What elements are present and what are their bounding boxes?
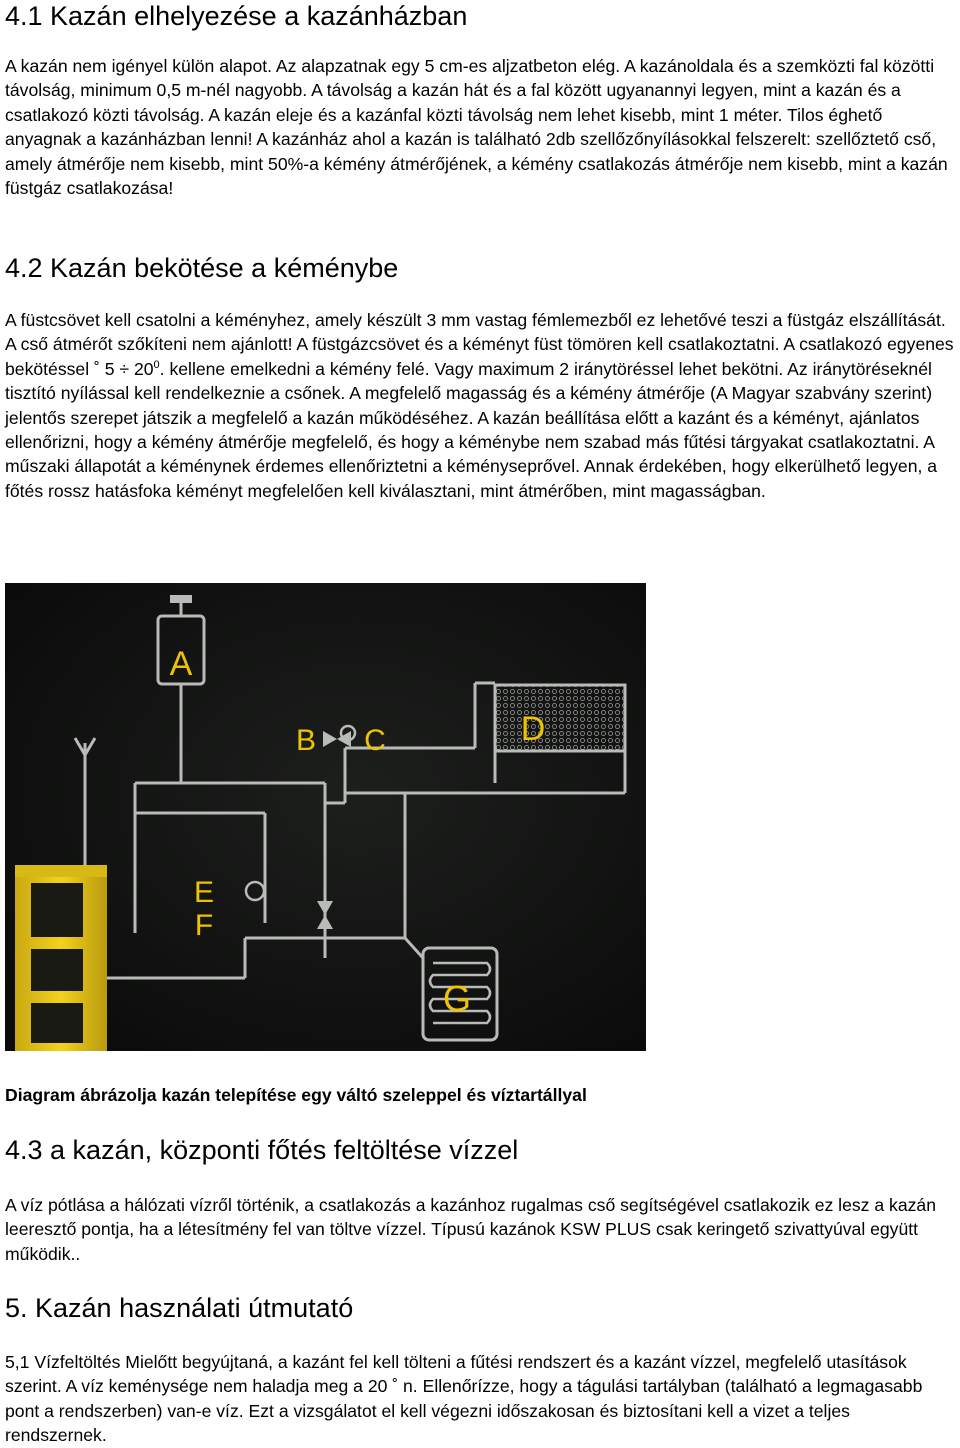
label-e: E bbox=[193, 876, 215, 909]
label-a: A bbox=[169, 645, 193, 683]
diagram-drawing bbox=[5, 583, 646, 1051]
section-title-4-1: 4.1 Kazán elhelyezése a kazánházban bbox=[5, 1, 468, 31]
section-body-4-2 bbox=[5, 308, 955, 503]
section-title-4-2: 4.2 Kazán bekötése a kéménybe bbox=[5, 253, 399, 283]
section-body-4-3: A víz pótlása a hálózati vízről történik, a csatlakozás a kazánhoz rugalmas cső segítségével csatlakozik ez lesz a kazán leeresztő pontja, ha a létesítmény fel van töltve vízzel. Típusú kazánok KSW PLUS csak keringető szivattyúval együtt működik.. bbox=[5, 1195, 936, 1264]
label-b: B bbox=[295, 724, 317, 757]
section-body-4-2-part2: . kellene emelkedni a kémény felé. Vagy maximum 2 iránytöréssel lehet bekötni. Az iránytöréseknél tisztító nyílással kell rendelkeznie a csőnek. A megfelelő magasság és a kémény átmérője (A Magyar szabvány szerint) jelentős szerepet játszik a megfelelő a kazán működéséhez. A kazán beállítása előtt a kazánt és a kéményt, ajánlatos ellenőrizni, hogy a kémény átmérője megfelelő, és hogy a kéménybe nem szabad más fűtési tárgyakat csatlakoztatni. A műszaki állapotát a kéménynek érdemes ellenőriztetni a kéményseprővel. Annak érdekében, hogy elkerülhető legyen, a főtés rossz hatásfoka kéményt megfelelően kell kiválasztani, mint átmérőben, mint magasságban. bbox=[5, 358, 938, 501]
boiler bbox=[15, 865, 107, 1051]
section-body-5: 5,1 Vízfeltöltés Mielőtt begyújtaná, a kazánt fel kell tölteni a fűtési rendszert és a kazánt vízzel, megfelelő utasítások szerint. A víz keménysége nem haladja meg a 20 ˚ n. Ellenőrízze, hogy a tágulási tartályban (található a legmagasabb pont a rendszerben) van-e víz. Ezt a vizsgálatot el kell végezni időszakosan és biztosítani kell a vizet a teljes rendszernek. bbox=[5, 1352, 923, 1446]
degree-superscript: 0 bbox=[153, 358, 160, 371]
boiler-installation-diagram bbox=[5, 583, 646, 1051]
diagram-caption: Diagram ábrázolja kazán telepítése egy váltó szeleppel és víztartállyal bbox=[5, 1085, 587, 1105]
label-f: F bbox=[194, 909, 214, 942]
section-title-4-3: 4.3 a kazán, központi főtés feltöltése vízzel bbox=[5, 1135, 519, 1165]
section-body-4-2-part1: A füstcsövet kell csatolni a kéményhez, amely készült 3 mm vastag fémlemezből ez lehetővé teszi a füstgáz elszállítását. A cső átmérőt szőkíteni nem ajánlott! A füstgázcsövet és a kéményt füst tömören kell csatlakoztatni. A csatlakozó egyenes bekötéssel ˚ 5 ÷ 20 bbox=[5, 310, 954, 379]
label-c: C bbox=[364, 724, 386, 757]
label-d: D bbox=[520, 710, 546, 748]
section-body-4-1: A kazán nem igényel külön alapot. Az alapzatnak egy 5 cm-es aljzatbeton elég. A kazánoldala és a szemközti fal közötti távolság, minimum 0,5 m-nél nagyobb. A távolság a kazán hát és a fal között ugyanannyi legyen, mint a kazán és a csatlakozó közti távolság. A kazán eleje és a kazánfal közti távolság nem lehet kisebb, mint 1 méter. Tilos éghető anyagnak a kazánházban lenni! A kazánház ahol a kazán is található 2db szellőzőnyílásokkal felszerelt: szellőztető cső, amely átmérője nem kisebb, mint 50%-a kémény átmérőjének, a kémény csatlakozás átmérője nem kisebb, mint a kazán füstgáz csatlakozása! bbox=[5, 56, 948, 199]
section-title-5: 5. Kazán használati útmutató bbox=[5, 1293, 354, 1323]
label-g: G bbox=[442, 978, 472, 1019]
